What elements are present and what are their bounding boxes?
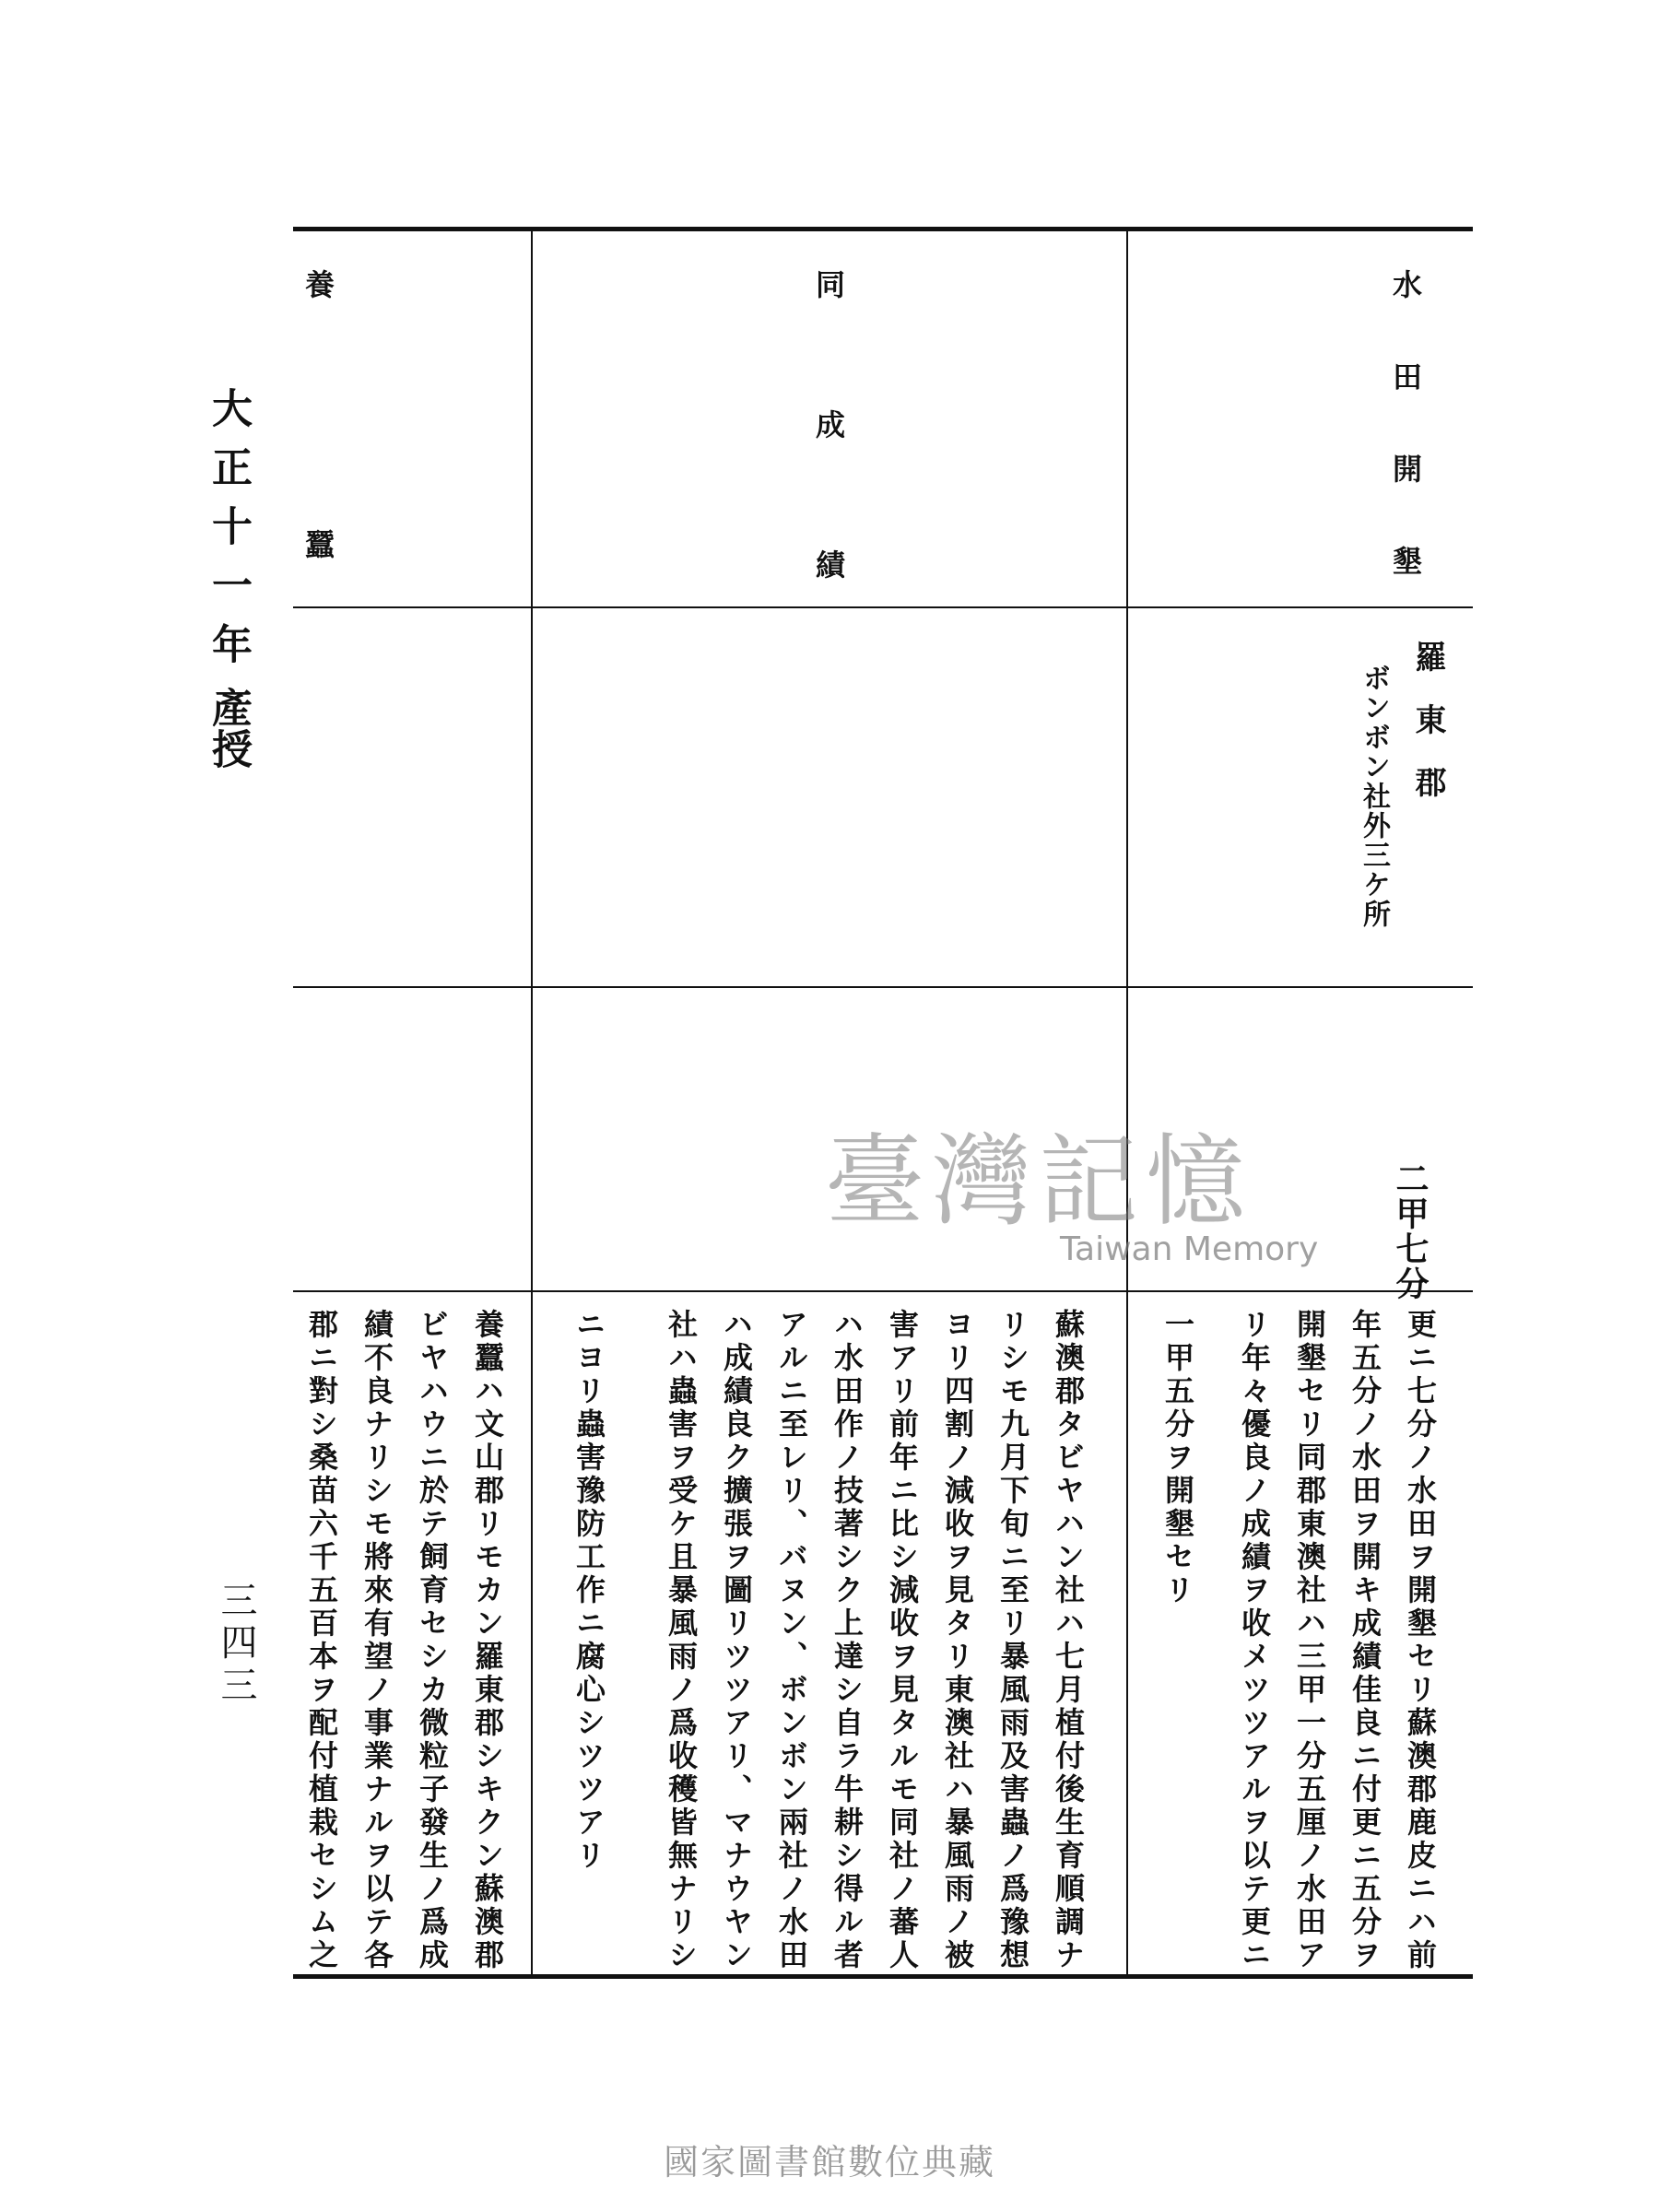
column-rule-1	[531, 231, 533, 1974]
running-chapter: 產	[205, 687, 252, 727]
running-label: 授	[205, 728, 252, 787]
watermark-logo: 臺灣記憶	[825, 1124, 1253, 1240]
result-text-line: リシモ九月下旬ニ至リ暴風雨及害蟲ノ爲豫想	[995, 1309, 1030, 1972]
sericulture-text-line: 郡ニ對シ桑苗六千五百本ヲ配付植栽セシム之	[304, 1309, 339, 1972]
sericulture-text-line: 績不良ナリシモ將來有望ノ事業ナルヲ以テ各	[359, 1309, 394, 1972]
result-text-line: ハ水田作ノ技著シク上達シ自ラ牛耕シ得ル者	[830, 1309, 865, 1972]
sericulture-text-line: 養蠶ハ文山郡リモカン羅東郡シキクン蘇澳郡	[470, 1309, 505, 1972]
paddy-text-line: 開墾セリ同郡東澳社ハ三甲一分五厘ノ水田ア	[1292, 1309, 1327, 1972]
result-text-line: ヨリ四割ノ減收ヲ見タリ東澳社ハ暴風雨ノ被	[940, 1309, 975, 1972]
page-number: 三四三	[215, 1581, 257, 1708]
table-top-rule	[293, 227, 1473, 231]
paddy-text-line: リ年々優良ノ成績ヲ收メツツアルヲ以テ更ニ	[1237, 1309, 1272, 1972]
result-text-line: アルニ至レリ、バヌン、ボンボン兩社ノ水田	[774, 1309, 809, 1972]
row-rule-3	[293, 1290, 1473, 1292]
paddy-text-line: 一甲五分ヲ開墾セリ	[1160, 1309, 1195, 1607]
region-detail: ボンボン社外三ケ所	[1358, 664, 1390, 929]
result-text-line: 社ハ蟲害ヲ受ケ且暴風雨ノ爲收穫皆無ナリシ	[664, 1309, 699, 1972]
paddy-text-line: 更ニ七分ノ水田ヲ開墾セリ蘇澳郡鹿皮ニハ前	[1403, 1309, 1438, 1972]
result-text-line: 害アリ前年ニ比シ減收ヲ見タルモ同社ノ蕃人	[885, 1309, 920, 1972]
sericulture-text-line: ビヤハウニ於テ飼育セシカ微粒子發生ノ爲成	[415, 1309, 450, 1972]
header-same-result: 同成績	[811, 269, 846, 689]
area-value: 二甲七分	[1391, 1161, 1430, 1301]
result-text-line: ハ成績良ク擴張ヲ圖リツツアリ、マナウヤン	[719, 1309, 754, 1972]
result-text-line: 蘇澳郡タビヤハン社ハ七月植付後生育順調ナ	[1051, 1309, 1086, 1972]
header-paddy-development: 水田開墾	[1388, 269, 1423, 638]
watermark-english: Taiwan Memory	[1060, 1230, 1319, 1268]
row-rule-1	[293, 606, 1473, 608]
result-text-line: ニヨリ蟲害豫防工作ニ腐心シツツアリ	[571, 1309, 606, 1873]
footer-credit: 國家圖書館數位典藏	[663, 2142, 995, 2183]
row-rule-2	[293, 986, 1473, 988]
running-year: 大正十一年	[205, 387, 252, 682]
header-sericulture: 養蠶	[300, 269, 335, 789]
paddy-text-line: 年五分ノ水田ヲ開キ成績佳良ニ付更ニ五分ヲ	[1347, 1309, 1382, 1972]
region-name: 羅東郡	[1409, 641, 1446, 829]
table-bottom-rule	[293, 1974, 1473, 1979]
